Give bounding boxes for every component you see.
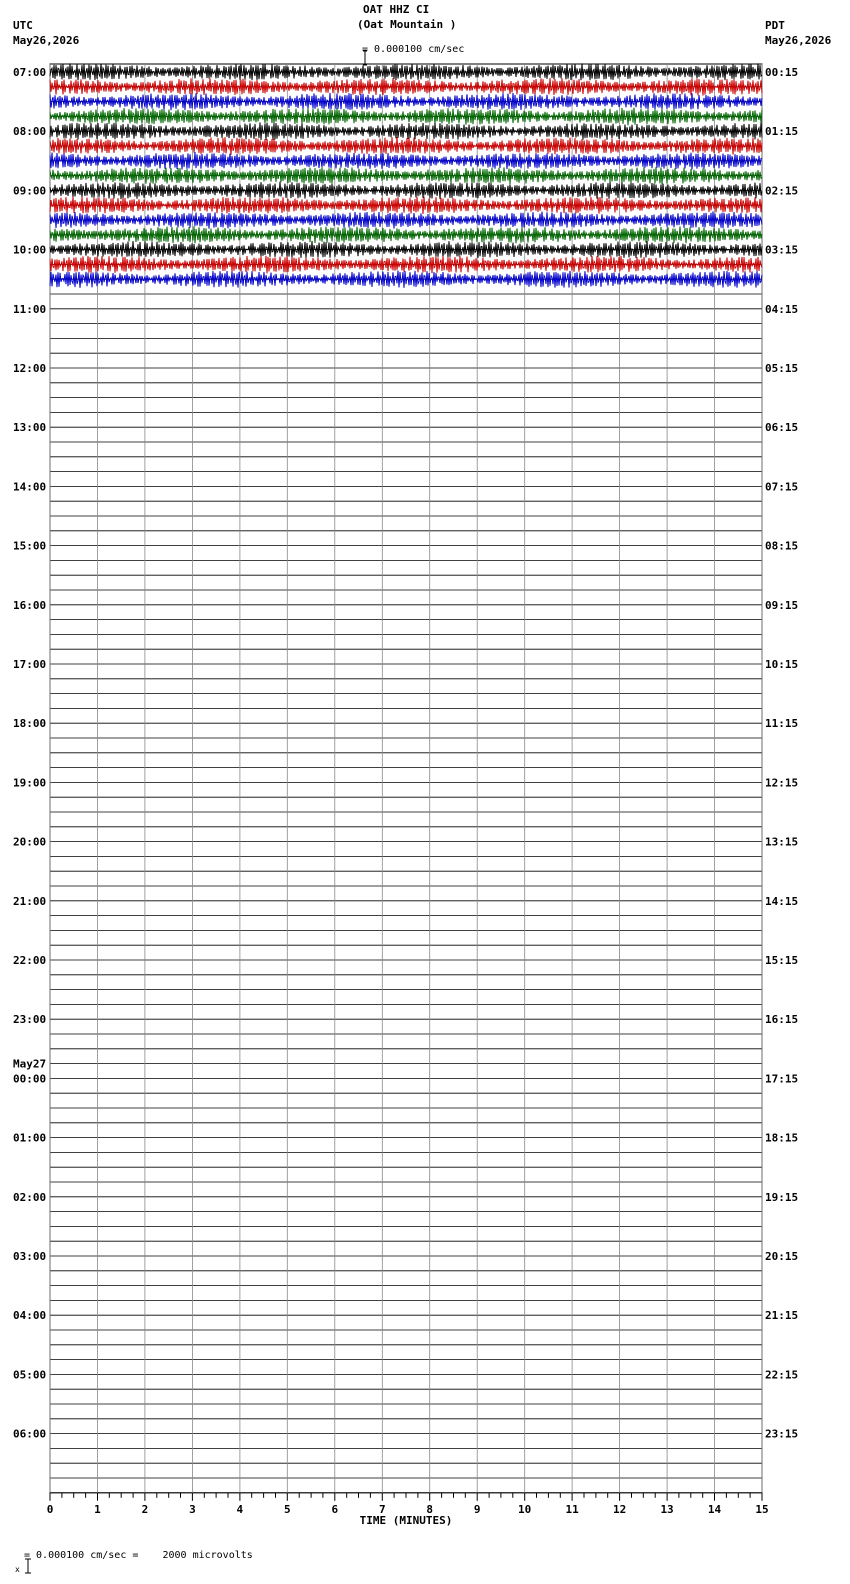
utc-hour-label: 10:00 xyxy=(13,243,47,257)
utc-hour-label: 04:00 xyxy=(13,1309,47,1323)
utc-hour-label: 11:00 xyxy=(13,302,47,316)
seismic-trace xyxy=(50,271,762,288)
utc-hour-label: 08:00 xyxy=(13,125,47,139)
x-tick-label: 2 xyxy=(141,1502,149,1516)
utc-hour-label: 16:00 xyxy=(13,598,47,612)
utc-hour-label: 02:00 xyxy=(13,1190,47,1204)
utc-hour-label: 05:00 xyxy=(13,1368,47,1382)
seismic-trace xyxy=(50,122,762,140)
seismic-trace xyxy=(50,182,762,200)
chart-traces xyxy=(50,63,762,288)
x-tick-label: 15 xyxy=(755,1502,769,1516)
x-tick-label: 3 xyxy=(189,1502,196,1516)
utc-hour-label: 21:00 xyxy=(13,894,47,908)
x-tick-label: 5 xyxy=(284,1502,291,1516)
pdt-hour-label: 21:15 xyxy=(765,1309,799,1323)
utc-hour-label: 12:00 xyxy=(13,362,47,375)
seismic-trace xyxy=(50,93,762,110)
pdt-hour-label: 20:15 xyxy=(765,1250,799,1263)
x-tick-label: 12 xyxy=(612,1502,627,1516)
utc-hour-label: 06:00 xyxy=(13,1427,47,1441)
utc-date-label: May26,2026 xyxy=(13,34,80,47)
pdt-hour-label: 00:15 xyxy=(765,66,799,79)
pdt-hour-label: 16:15 xyxy=(765,1013,799,1027)
calibration-marker-icon xyxy=(2,1545,22,1574)
x-axis-label: TIME (MINUTES) xyxy=(359,1513,453,1527)
pdt-hour-label: 17:15 xyxy=(765,1072,799,1086)
utc-hour-label: 00:00 xyxy=(13,1072,47,1086)
utc-zone-label: UTC xyxy=(13,19,33,32)
pdt-hour-label: 14:15 xyxy=(765,894,799,908)
pdt-hour-label: 22:15 xyxy=(765,1368,799,1382)
pdt-date-label: May26,2026 xyxy=(765,34,832,47)
scale-label: = 0.000100 cm/sec xyxy=(362,44,465,55)
seismic-trace xyxy=(50,167,762,184)
pdt-hour-label: 08:15 xyxy=(765,539,799,553)
utc-hour-label: 07:00 xyxy=(13,66,47,79)
svg-text:x: x xyxy=(15,1565,21,1574)
pdt-hour-label: 07:15 xyxy=(765,480,799,494)
station-title: OAT HHZ CI xyxy=(363,3,430,16)
x-tick-label: 13 xyxy=(660,1502,674,1516)
pdt-hour-label: 03:15 xyxy=(765,243,799,257)
utc-hour-label: 15:00 xyxy=(13,539,47,553)
x-tick-label: 0 xyxy=(46,1502,54,1516)
utc-hour-label: 17:00 xyxy=(13,658,47,671)
utc-hour-label: 14:00 xyxy=(13,480,47,494)
utc-hour-label: 23:00 xyxy=(13,1013,47,1027)
pdt-hour-label: 18:15 xyxy=(765,1131,799,1145)
pdt-hour-label: 23:15 xyxy=(765,1427,799,1441)
pdt-zone-label: PDT xyxy=(765,19,785,32)
pdt-hour-label: 02:15 xyxy=(765,184,799,198)
seismic-trace xyxy=(50,108,762,126)
utc-hour-label: 20:00 xyxy=(13,835,47,849)
seismic-trace xyxy=(50,241,762,258)
utc-hour-label: 18:00 xyxy=(13,717,47,731)
chart-x-axis xyxy=(47,1493,769,1527)
pdt-hour-label: 15:15 xyxy=(765,954,799,967)
pdt-hour-label: 06:15 xyxy=(765,421,799,435)
x-tick-label: 9 xyxy=(473,1502,481,1516)
x-tick-label: 6 xyxy=(331,1502,339,1516)
utc-hour-label: 13:00 xyxy=(13,421,47,435)
x-tick-label: 1 xyxy=(94,1502,101,1516)
x-tick-label: 7 xyxy=(378,1502,386,1516)
x-tick-label: 10 xyxy=(518,1502,532,1516)
pdt-hour-label: 01:15 xyxy=(765,125,799,139)
pdt-hour-label: 12:15 xyxy=(765,776,799,790)
station-location: (Oat Mountain ) xyxy=(357,18,457,31)
day-change-label: May27 xyxy=(13,1057,47,1071)
pdt-hour-label: 10:15 xyxy=(765,658,799,671)
seismic-trace xyxy=(50,137,762,155)
utc-hour-label: 03:00 xyxy=(13,1250,47,1263)
utc-hour-label: 19:00 xyxy=(13,776,47,790)
calibration-label: = 0.000100 cm/sec = 2000 microvolts xyxy=(24,1550,253,1561)
utc-hour-label: 01:00 xyxy=(13,1131,47,1145)
x-tick-label: 14 xyxy=(707,1502,722,1516)
pdt-hour-label: 04:15 xyxy=(765,302,799,316)
pdt-hour-label: 19:15 xyxy=(765,1190,799,1204)
x-tick-label: 11 xyxy=(565,1502,579,1516)
pdt-hour-label: 11:15 xyxy=(765,717,799,731)
utc-hour-label: 22:00 xyxy=(13,954,47,967)
x-tick-label: 8 xyxy=(426,1502,434,1516)
pdt-hour-label: 13:15 xyxy=(765,835,799,849)
pdt-hour-label: 05:15 xyxy=(765,362,799,375)
utc-hour-label: 09:00 xyxy=(13,184,47,198)
pdt-hour-label: 09:15 xyxy=(765,598,799,612)
x-tick-label: 4 xyxy=(236,1502,244,1516)
